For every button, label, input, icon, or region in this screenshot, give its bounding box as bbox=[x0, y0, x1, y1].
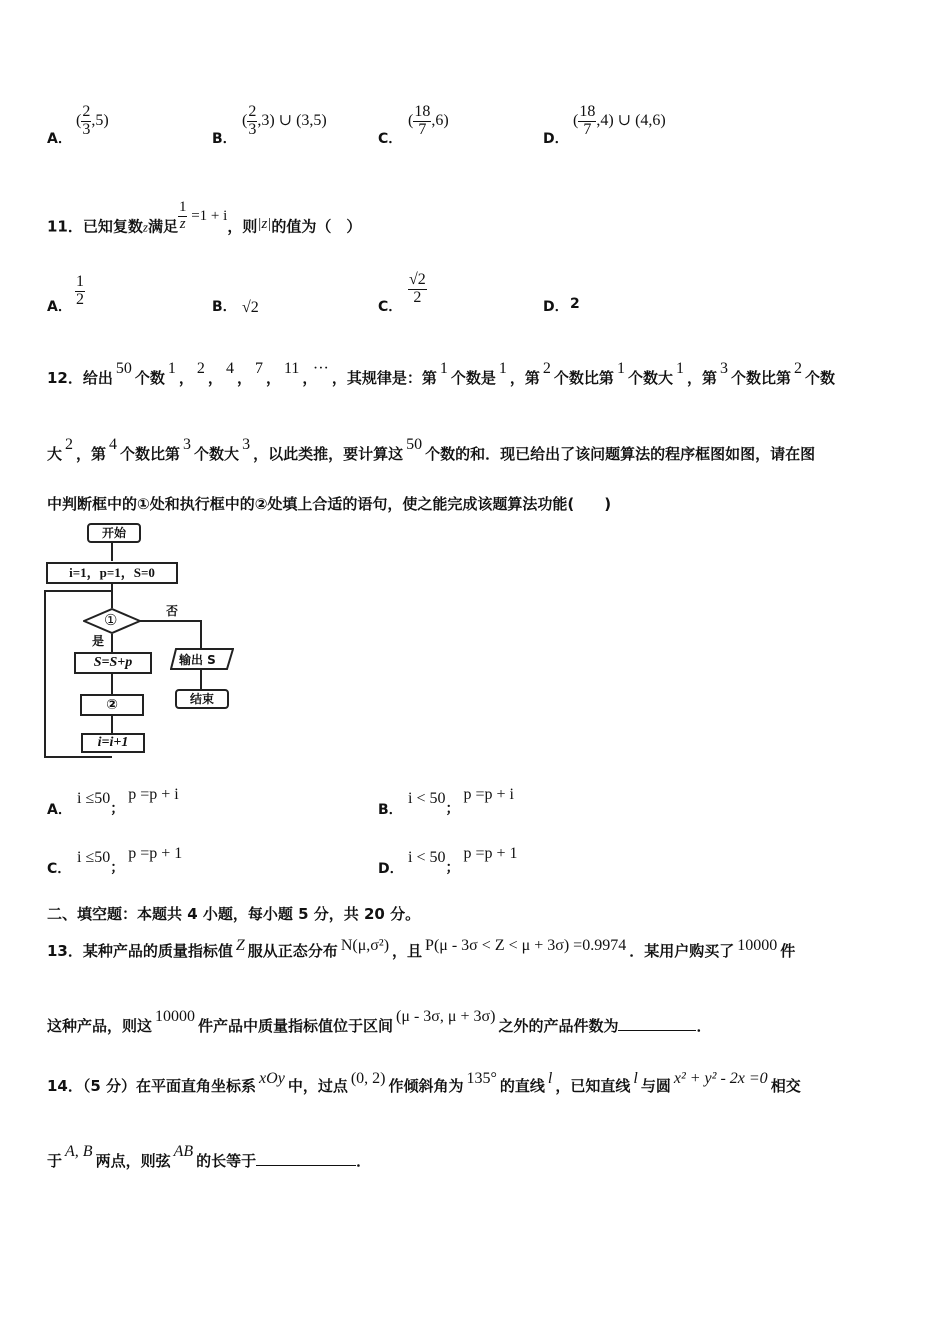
flowchart-increment: i=i+1 bbox=[81, 733, 145, 753]
q12-math: 1 bbox=[439, 360, 448, 377]
q12-text: ，以此类推，要计算这 bbox=[253, 445, 404, 463]
q11-option-a-label: A． bbox=[47, 299, 72, 315]
q14-number: 14． bbox=[47, 1077, 83, 1095]
q12-text: ， bbox=[302, 369, 310, 387]
flowchart-yes-label: 是 bbox=[92, 634, 105, 648]
q10-option-a-value: ( $\frac{2}{3}$ ,5) bbox=[76, 103, 109, 138]
q12-text: ， bbox=[178, 369, 194, 387]
q14-text: 相交 bbox=[770, 1077, 801, 1095]
q12-text: ，其规律是：第 bbox=[331, 369, 437, 387]
q14-answer-blank[interactable] bbox=[256, 1151, 356, 1166]
q12-option-d-label: D． bbox=[378, 861, 404, 877]
q12-line-3: 中判断框中的①处和执行框中的②处填上合适的语句，使之能完成该题算法功能( ) bbox=[47, 495, 612, 513]
q12-math: 7 bbox=[254, 360, 263, 377]
q13-text: 之外的产品件数为 bbox=[498, 1017, 619, 1035]
flowchart-arrow bbox=[111, 634, 113, 652]
q13-line-1 bbox=[47, 937, 907, 961]
q13-math: P(μ - 3σ < Z < μ + 3σ) =0.9974 bbox=[425, 937, 627, 954]
q14-text: 中，过点 bbox=[287, 1077, 348, 1095]
q12-math: 1 bbox=[675, 360, 684, 377]
q12-text: ， bbox=[265, 369, 281, 387]
q13-math: N(μ,σ²) bbox=[340, 937, 390, 954]
q14-math: xOy bbox=[259, 1070, 285, 1087]
q11-option-c-value: $\frac{√2}{2}$ bbox=[409, 271, 426, 306]
q12-line-2 bbox=[47, 436, 907, 464]
q14-line-1 bbox=[47, 1070, 907, 1096]
flowchart-output-label: 输出 S bbox=[179, 653, 216, 667]
q12-option-a-label: A． bbox=[47, 802, 72, 818]
flowchart-arrow bbox=[111, 714, 113, 733]
flowchart-loop bbox=[44, 590, 112, 592]
q14-text: 的直线 bbox=[499, 1077, 545, 1095]
q10-option-d-value: ( $\frac{18}{7}$ ,4) ∪ (4,6) bbox=[573, 103, 666, 138]
q12-math: 1 bbox=[167, 360, 176, 377]
q12-option-c-value: i ≤50； p =p + 1 bbox=[77, 845, 183, 876]
q13-line-2 bbox=[47, 1008, 907, 1036]
q12-math: 2 bbox=[542, 360, 551, 377]
q13-math: 10000 bbox=[737, 937, 778, 954]
q12-text: 个数比第 bbox=[730, 369, 791, 387]
q14-text: 的长等于 bbox=[196, 1152, 257, 1170]
flowchart-arrow bbox=[111, 672, 113, 694]
q10-option-d-label: D． bbox=[543, 131, 569, 147]
flowchart-step2: ② bbox=[80, 694, 144, 716]
q13-answer-blank[interactable] bbox=[618, 1016, 696, 1031]
q12-math: 11 bbox=[283, 360, 300, 377]
flowchart-loop bbox=[44, 590, 46, 758]
q14-math: (0, 2) bbox=[350, 1070, 386, 1087]
flowchart-no-label: 否 bbox=[166, 604, 179, 618]
q12-text: ， bbox=[236, 369, 252, 387]
q12-text: 个数是 bbox=[450, 369, 496, 387]
q12-text: 给出 bbox=[82, 369, 113, 387]
q14-math: AB bbox=[173, 1143, 194, 1160]
q14-math: l bbox=[547, 1070, 553, 1087]
q12-text: 个数大 bbox=[194, 445, 240, 463]
q12-text: 个数的和．现已给出了该问题算法的程序框图如图，请在图 bbox=[425, 445, 816, 463]
q13-text: 某种产品的质量指标值 bbox=[82, 942, 233, 960]
q12-math: 1 bbox=[616, 360, 625, 377]
q12-text: 个数大 bbox=[627, 369, 673, 387]
q12-math: 50 bbox=[406, 436, 423, 453]
q11-option-d-label: D． bbox=[543, 299, 569, 315]
q13-math: (μ - 3σ, μ + 3σ) bbox=[396, 1008, 496, 1025]
q14-text: 于 bbox=[47, 1152, 63, 1170]
flowchart-sum: S=S+p bbox=[74, 652, 152, 674]
flowchart-end: 结束 bbox=[175, 689, 229, 709]
q12-math: 3 bbox=[719, 360, 728, 377]
q13-text: 件 bbox=[780, 942, 796, 960]
flowchart-arrow bbox=[200, 670, 202, 689]
q14-text: ． bbox=[356, 1152, 372, 1170]
q11-option-d-value: 2 bbox=[570, 296, 580, 312]
flowchart-arrow bbox=[140, 620, 202, 622]
q12-number: 12． bbox=[47, 369, 83, 387]
q14-line-2 bbox=[47, 1143, 907, 1171]
q11-option-c-label: C． bbox=[378, 299, 403, 315]
q13-math: 10000 bbox=[155, 1008, 196, 1025]
q14-text: （5 分）在平面直角坐标系 bbox=[82, 1077, 257, 1095]
flowchart-arrow bbox=[111, 541, 113, 561]
q12-text: 大 bbox=[47, 445, 63, 463]
q14-text: 两点，则弦 bbox=[95, 1152, 171, 1170]
q12-math: 2 bbox=[65, 436, 74, 453]
q13-text: ． bbox=[696, 1017, 712, 1035]
q12-math: 2 bbox=[196, 360, 205, 377]
q14-math: l bbox=[633, 1070, 638, 1087]
flowchart-arrow bbox=[200, 620, 202, 648]
flowchart-init: i=1，p=1，S=0 bbox=[46, 562, 178, 584]
q10-option-a-label: A． bbox=[47, 131, 72, 147]
q12-math: 1 bbox=[498, 360, 507, 377]
q10-option-c-label: C． bbox=[378, 131, 403, 147]
section-heading: 二、填空题：本题共 4 小题，每小题 5 分，共 20 分。 bbox=[47, 905, 421, 923]
q12-text: 个数比第 bbox=[120, 445, 181, 463]
q12-math: 2 bbox=[793, 360, 802, 377]
q12-math: 50 bbox=[115, 360, 132, 377]
q12-text: ，第 bbox=[76, 445, 107, 463]
q14-text: ，已知直线 bbox=[555, 1077, 631, 1095]
q14-math: 135° bbox=[466, 1070, 497, 1087]
q12-text: ，第 bbox=[509, 369, 540, 387]
q12-text: 个数 bbox=[804, 369, 835, 387]
q11-option-b-value: √2 bbox=[242, 299, 259, 316]
q13-text: ，且 bbox=[392, 942, 423, 960]
q11-stem: 11．已知复数z满足 $\frac{1}{z}$ =1 + i，则|z|的值为（ ） bbox=[47, 199, 362, 236]
q11-option-a-value: $\frac{1}{2}$ bbox=[76, 273, 84, 308]
q13-text: 件产品中质量指标值位于区间 bbox=[198, 1017, 394, 1035]
q12-option-d-value: i < 50； p =p + 1 bbox=[408, 845, 518, 876]
q12-line-1 bbox=[47, 360, 907, 388]
q13-number: 13． bbox=[47, 942, 83, 960]
q12-text: ， bbox=[207, 369, 223, 387]
flowchart-arrow bbox=[111, 582, 113, 608]
q12-math: 3 bbox=[242, 436, 251, 453]
q12-option-c-label: C． bbox=[47, 861, 72, 877]
q14-text: 与圆 bbox=[640, 1077, 671, 1095]
q13-text: 这种产品，则这 bbox=[47, 1017, 153, 1035]
q13-text: 服从正态分布 bbox=[247, 942, 338, 960]
q13-text: ．某用户购买了 bbox=[629, 942, 735, 960]
q10-option-b-label: B． bbox=[212, 131, 237, 147]
q12-text: 个数比第 bbox=[553, 369, 614, 387]
q13-math: Z bbox=[235, 937, 245, 954]
q12-text: 个数 bbox=[134, 369, 165, 387]
flowchart-decision-label: ① bbox=[104, 611, 118, 629]
flowchart-loop bbox=[44, 756, 112, 758]
flowchart-start: 开始 bbox=[87, 523, 141, 543]
q14-math: A, B bbox=[65, 1143, 93, 1160]
q10-option-c-value: ( $\frac{18}{7}$ ,6) bbox=[408, 103, 449, 138]
q12-option-a-value: i ≤50； p =p + i bbox=[77, 786, 179, 817]
q12-option-b-label: B． bbox=[378, 802, 403, 818]
q12-math: 4 bbox=[225, 360, 234, 377]
q12-text: ，第 bbox=[686, 369, 717, 387]
q12-math: 4 bbox=[109, 436, 118, 453]
q10-option-b-value: ( $\frac{2}{3}$ ,3) ∪ (3,5) bbox=[242, 103, 327, 138]
q12-math: 3 bbox=[183, 436, 192, 453]
q12-option-b-value: i < 50； p =p + i bbox=[408, 786, 514, 817]
q11-option-b-label: B． bbox=[212, 299, 237, 315]
q14-text: 作倾斜角为 bbox=[388, 1077, 464, 1095]
q12-math: ··· bbox=[312, 360, 329, 377]
q14-math: x² + y² - 2x =0 bbox=[673, 1070, 768, 1087]
